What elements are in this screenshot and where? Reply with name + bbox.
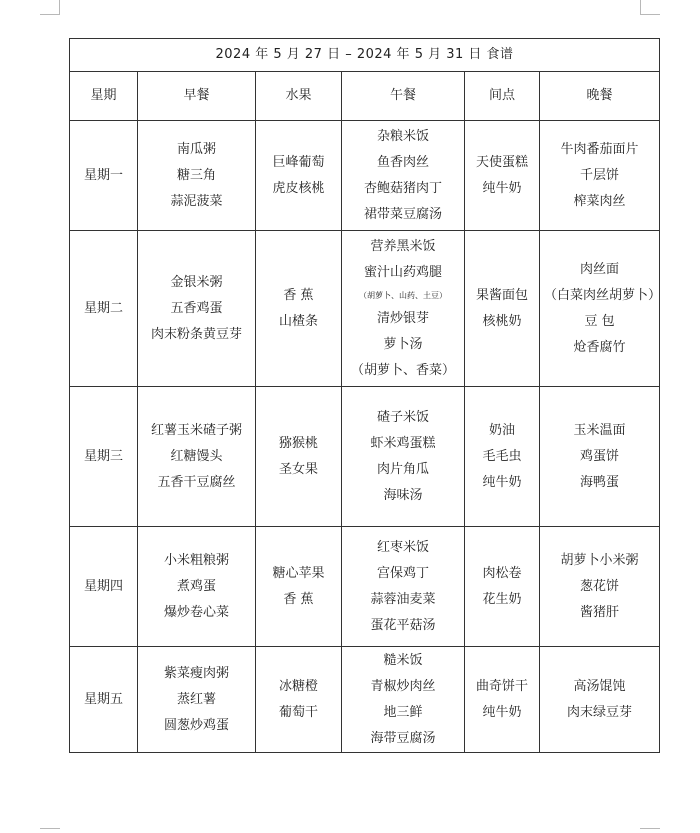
list-item: 肉丝面	[580, 261, 620, 277]
list-item: 五香鸡蛋	[170, 300, 223, 316]
list-item: 杂粮米饭	[376, 128, 429, 144]
lunch-cell	[342, 387, 465, 527]
corner-mark-br-h	[640, 828, 660, 829]
list-item: 牛肉番茄面片	[560, 141, 639, 157]
fruit-cell	[256, 231, 342, 387]
title-row	[70, 39, 660, 72]
lunch-cell	[342, 527, 465, 647]
corner-mark-tl-h	[40, 14, 60, 15]
list-item: 海味汤	[383, 487, 423, 503]
list-item: 纯牛奶	[482, 704, 522, 720]
list-item: 高汤馄饨	[573, 678, 626, 694]
snack-cell	[465, 387, 540, 527]
header-snack: 间点	[465, 72, 540, 121]
list-item: 宫保鸡丁	[376, 565, 429, 581]
list-item: 蒜蓉油麦菜	[370, 591, 436, 607]
list-item: 糖心苹果	[272, 565, 325, 581]
lunch-cell	[342, 647, 465, 753]
list-item: 圣女果	[278, 461, 318, 477]
list-item: 曲奇饼干	[475, 678, 528, 694]
list-item: 肉末粉条黄豆芽	[150, 326, 242, 342]
table-row-wednesday	[70, 387, 660, 527]
list-item: 胡萝卜小米粥	[560, 552, 639, 568]
list-item: 碴子米饭	[376, 409, 429, 425]
table-row-tuesday	[70, 231, 660, 387]
list-item: 萝卜汤	[383, 336, 423, 352]
header-day: 星期	[70, 72, 138, 121]
list-item: 果酱面包	[475, 287, 528, 303]
list-item: 天使蛋糕	[475, 154, 528, 170]
list-item: 营养黑米饭	[370, 238, 436, 254]
list-item: 糙米饭	[383, 652, 423, 668]
fruit-cell	[256, 647, 342, 753]
lunch-cell	[342, 121, 465, 231]
dinner-cell	[540, 387, 660, 527]
list-item: 奶油	[488, 422, 515, 438]
table-title: 2024 年 5 月 27 日 – 2024 年 5 月 31 日 食谱	[70, 39, 660, 72]
day-cell: 星期五	[70, 647, 138, 753]
list-item: 核桃奶	[482, 313, 522, 329]
list-item: 山楂条	[278, 313, 318, 329]
list-item: 地三鲜	[383, 704, 423, 720]
menu-table	[69, 38, 660, 753]
fruit-cell	[256, 387, 342, 527]
list-item: 虎皮核桃	[272, 180, 325, 196]
snack-cell	[465, 231, 540, 387]
day-cell: 星期三	[70, 387, 138, 527]
list-item: 花生奶	[482, 591, 522, 607]
breakfast-cell	[138, 231, 256, 387]
list-item: 青椒炒肉丝	[370, 678, 436, 694]
table-row-thursday	[70, 527, 660, 647]
dinner-cell	[540, 527, 660, 647]
fruit-cell	[256, 527, 342, 647]
list-item: 猕猴桃	[278, 435, 318, 451]
list-item: 圆葱炒鸡蛋	[163, 717, 229, 733]
list-item: 虾米鸡蛋糕	[370, 435, 436, 451]
snack-cell	[465, 121, 540, 231]
list-item: 酱猪肝	[580, 604, 620, 620]
list-item: 纯牛奶	[482, 474, 522, 490]
corner-mark-tl-v	[59, 0, 60, 14]
day-cell: 星期一	[70, 121, 138, 231]
header-lunch: 午餐	[342, 72, 465, 121]
day-cell: 星期四	[70, 527, 138, 647]
breakfast-cell	[138, 387, 256, 527]
list-item: 千层饼	[580, 167, 620, 183]
snack-cell	[465, 647, 540, 753]
list-item: 爆炒卷心菜	[163, 604, 229, 620]
breakfast-cell	[138, 647, 256, 753]
list-item: 豆 包	[584, 313, 615, 329]
list-item: 葡萄干	[278, 704, 318, 720]
list-item: 榨菜肉丝	[573, 193, 626, 209]
list-item: 红薯玉米碴子粥	[150, 422, 242, 438]
list-item: 裙带菜豆腐汤	[363, 206, 442, 222]
header-breakfast: 早餐	[138, 72, 256, 121]
list-item: 小米粗粮粥	[163, 552, 229, 568]
list-item: 肉末绿豆芽	[567, 704, 633, 720]
list-item: 金银米粥	[170, 274, 223, 290]
list-item: 杏鲍菇猪肉丁	[363, 180, 442, 196]
list-item: 红枣米饭	[376, 539, 429, 555]
lunch-cell	[342, 231, 465, 387]
list-item: 香 蕉	[283, 591, 314, 607]
list-item: （胡萝卜、香菜）	[350, 362, 455, 378]
header-fruit: 水果	[256, 72, 342, 121]
day-cell: 星期二	[70, 231, 138, 387]
list-item: 清炒银芽	[376, 310, 429, 326]
header-row	[70, 72, 660, 121]
list-item: 五香干豆腐丝	[157, 474, 236, 490]
snack-cell	[465, 527, 540, 647]
list-item: 海鸭蛋	[580, 474, 620, 490]
dinner-cell	[540, 121, 660, 231]
list-item-note: （白菜肉丝胡萝卜）	[544, 287, 662, 303]
corner-mark-bl-h	[40, 828, 60, 829]
header-dinner: 晚餐	[540, 72, 660, 121]
list-item: 巨峰葡萄	[272, 154, 325, 170]
list-item: 香 蕉	[283, 287, 314, 303]
list-item: 糖三角	[176, 167, 216, 183]
list-item: 毛毛虫	[482, 448, 522, 464]
dinner-cell	[540, 647, 660, 753]
breakfast-cell	[138, 121, 256, 231]
list-item: 玉米温面	[573, 422, 626, 438]
fruit-cell	[256, 121, 342, 231]
table-row-monday	[70, 121, 660, 231]
list-item: 南瓜粥	[176, 141, 216, 157]
list-item: 红糖馒头	[170, 448, 223, 464]
table-row-friday	[70, 647, 660, 753]
list-item: 海带豆腐汤	[370, 730, 436, 746]
list-item: 肉片角瓜	[376, 461, 429, 477]
list-item: 纯牛奶	[482, 180, 522, 196]
list-item: 葱花饼	[580, 578, 620, 594]
list-item: 紫菜瘦肉粥	[163, 665, 229, 681]
list-item: 蜜汁山药鸡腿	[363, 264, 442, 280]
list-item: 蒸红薯	[176, 691, 216, 707]
list-item: 煮鸡蛋	[176, 578, 216, 594]
list-item: 蒜泥菠菜	[170, 193, 223, 209]
list-item-note: （胡萝卜、山药、土豆）	[359, 290, 447, 300]
corner-mark-tr-h	[640, 14, 660, 15]
list-item: 鱼香肉丝	[376, 154, 429, 170]
corner-mark-tr-v	[640, 0, 641, 14]
breakfast-cell	[138, 527, 256, 647]
dinner-cell	[540, 231, 660, 387]
list-item: 鸡蛋饼	[580, 448, 620, 464]
list-item: 肉松卷	[482, 565, 522, 581]
list-item: 蛋花平菇汤	[370, 617, 436, 633]
list-item: 炝香腐竹	[573, 339, 626, 355]
list-item: 冰糖橙	[278, 678, 318, 694]
